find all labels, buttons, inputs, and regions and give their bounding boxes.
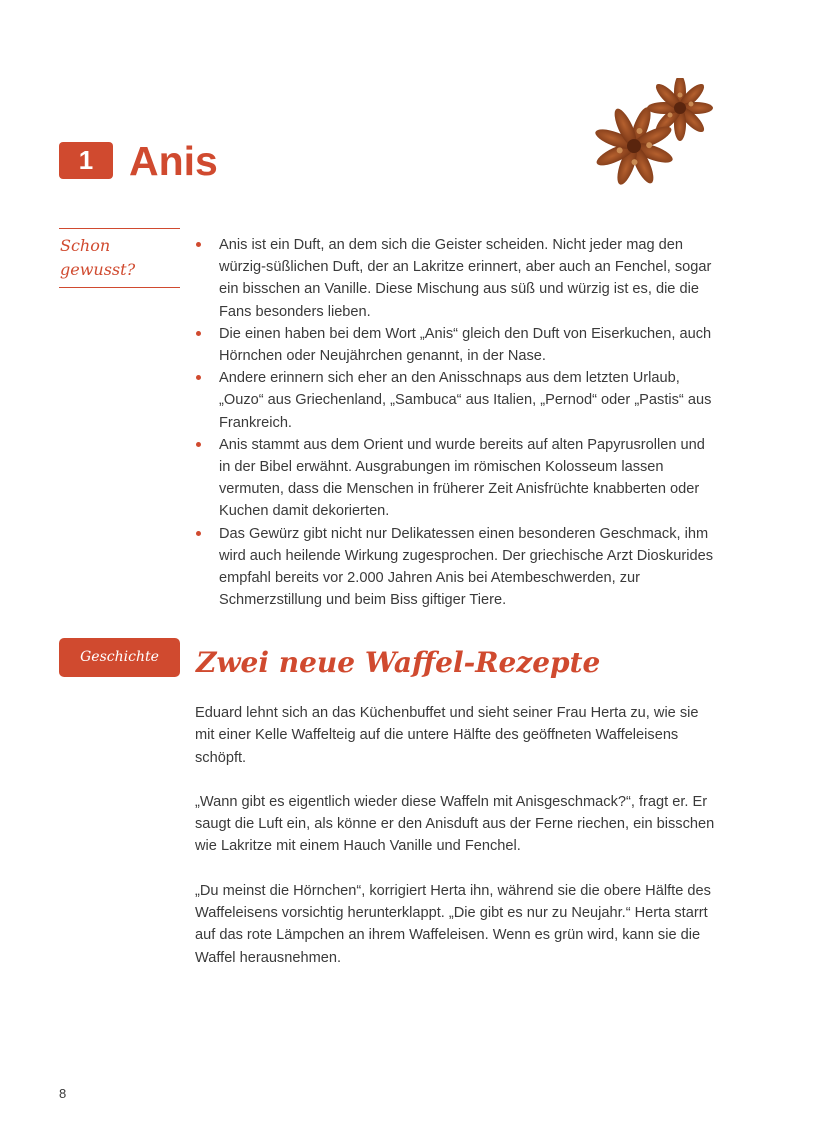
fact-item: Das Gewürz gibt nicht nur Delikatessen einen besonderen Geschmack, ihm wird auch heilende Wirkung zugesprochen. Der griechische Arzt Dioskurides empfahl bereits vor 2.000 Jahren Anis bei Atembeschwerden, zur Schmerzstillung und beim Biss giftiger Tiere. — [195, 523, 717, 612]
story-paragraph: „Wann gibt es eigentlich wieder diese Waffeln mit Anisgeschmack?“, fragt er. Er saugt die Luft ein, als könne er den Anisduft aus der Ferne riechen, ein bisschen wie Lakritze mit einem Hauch Vanille und Fenchel. — [195, 793, 715, 855]
did-you-know-line1: Schon — [60, 236, 111, 255]
sidebar-rule-bottom — [59, 287, 180, 288]
story-paragraph: „Du meinst die Hörnchen“, korrigiert Herta ihn, während sie die obere Hälfte des Waffeleisens vorsichtig herunterklappt. „Die gibt es nur zu Neujahr.“ Herta starrt auf das rote Lämpchen an ihrem Waffeleisen. Wenn es grün wird, kann sie die Waffel herausnehmen. — [195, 882, 711, 966]
sidebar-rule-top — [59, 228, 180, 229]
fact-item: Die einen haben bei dem Wort „Anis“ gleich den Duft von Eiserkuchen, auch Hörnchen oder Neujährchen genannt, in der Nase. — [195, 323, 717, 367]
story-paragraph: Eduard lehnt sich an das Küchenbuffet und sieht seiner Frau Herta zu, wie sie mit einer Kelle Waffelteig auf die untere Hälfte des geöffneten Waffeleisens schöpft. — [195, 705, 699, 766]
star-anise-illustration — [582, 78, 722, 188]
did-you-know-line2: gewusst? — [60, 260, 136, 279]
story-title: Zwei neue Waffel-Rezepte — [196, 646, 601, 679]
chapter-number-badge: 1 — [59, 142, 113, 179]
fact-item: Andere erinnern sich eher an den Anisschnaps aus dem letzten Urlaub, „Ouzo“ aus Griechenland, „Sambuca“ aus Italien, „Pernod“ oder „Pastis“ aus Frankreich. — [195, 367, 717, 434]
fact-item: Anis ist ein Duft, an dem sich die Geister scheiden. Nicht jeder mag den würzig-süßlichen Duft, der an Lakritze erinnert, aber auch an Fenchel, sogar ein bisschen an Vanille. Diese Mischung aus süß und würzig ist es, die die Fans besonders lieben. — [195, 234, 717, 323]
story-body — [195, 702, 717, 991]
fact-item: Anis stammt aus dem Orient und wurde bereits auf alten Papyrusrollen und in der Bibel erwähnt. Ausgrabungen im römischen Kolosseum lassen vermuten, dass die Menschen in früherer Zeit Anisfrüchte knabberten oder Kuchen damit dekorierten. — [195, 434, 717, 523]
story-section-label: Geschichte — [59, 638, 180, 677]
fact-list — [195, 234, 717, 611]
page-number: 8 — [59, 1086, 67, 1101]
chapter-title: Anis — [129, 138, 218, 184]
did-you-know-label — [60, 234, 180, 282]
